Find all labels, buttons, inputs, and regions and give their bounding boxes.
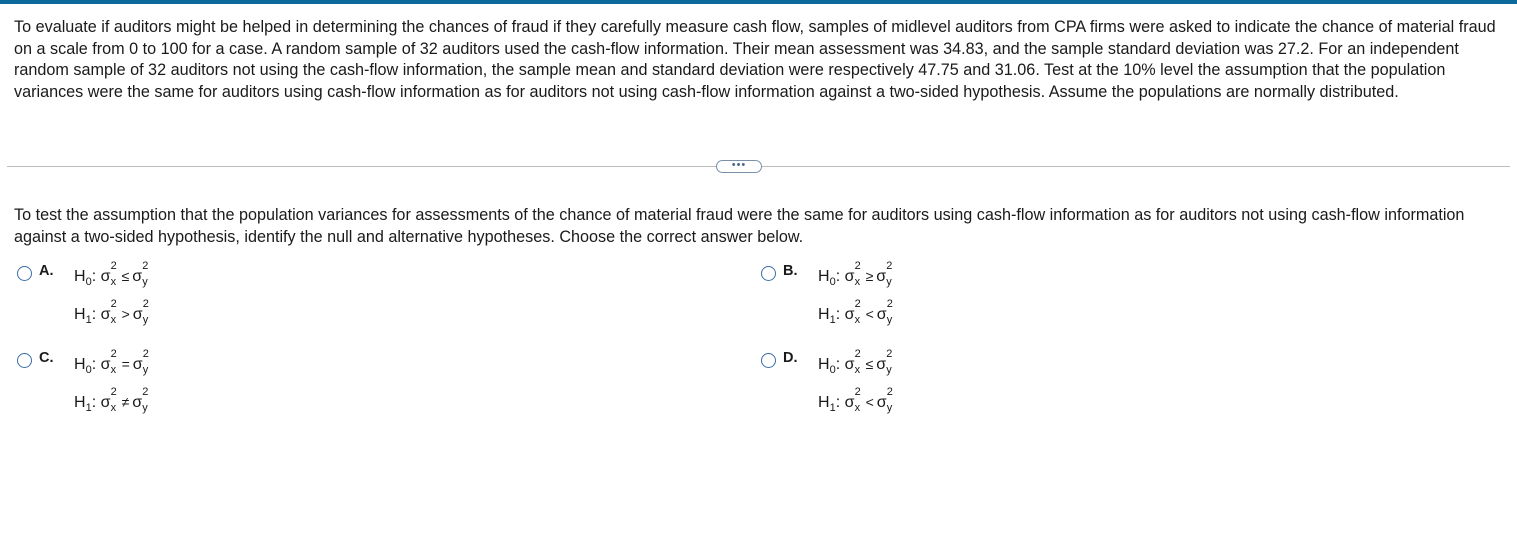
option-b[interactable] — [761, 262, 798, 281]
option-b-null-hypothesis: $H_0$: σ 2 x ≥ σ 2 y — [818, 260, 893, 288]
option-c[interactable] — [17, 349, 54, 368]
option-letter: B. — [783, 263, 798, 279]
option-c-null-hypothesis: $H_0$: σ 2 x = σ 2 y — [74, 348, 149, 376]
radio-button[interactable] — [761, 353, 776, 368]
prompt-text: To test the assumption that the population variances for assessments of the chance of material fraud were the same for auditors using cash-flow information as for auditors not using cash-flow information against a two-sided hypothesis, identify the null and alternative hypotheses. Choose the correct answer below. — [14, 206, 1465, 246]
option-d-alt-hypothesis: $H_1$: σ 2 x < σ 2 y — [818, 386, 893, 414]
option-c-alt-hypothesis: $H_1$: σ 2 x ≠ σ 2 y — [74, 386, 149, 414]
option-letter: D. — [783, 350, 798, 366]
top-accent-bar — [0, 0, 1517, 4]
option-a-null-hypothesis: $H_0$: σ 2 x ≤ σ 2 y — [74, 260, 149, 288]
question-text: To evaluate if auditors might be helped in determining the chances of fraud if they carefully measure cash flow, samples of midlevel auditors from CPA firms were asked to indicate the chance of material fraud on a scale from 0 to 100 for a case. A random sample of 32 auditors used the cash-flow information. Their mean assessment was 34.83, and the sample standard deviation was 27.2. For an independent random sample of 32 auditors not using the cash-flow information, the sample mean and standard deviation were respectively 47.75 and 31.06. Test at the 10% level the assumption that the population variances were the same for auditors using cash-flow information as for auditors not using cash-flow information against a two-sided hypothesis. Assume the populations are normally distributed. — [14, 18, 1496, 101]
radio-button[interactable] — [17, 353, 32, 368]
option-d-null-hypothesis: $H_0$: σ 2 x ≤ σ 2 y — [818, 348, 893, 376]
option-b-alt-hypothesis: $H_1$: σ 2 x < σ 2 y — [818, 298, 893, 326]
expand-button[interactable] — [716, 160, 762, 173]
option-a-alt-hypothesis: $H_1$: σ 2 x > σ 2 y — [74, 298, 149, 326]
option-letter: A. — [39, 263, 54, 279]
radio-button[interactable] — [761, 266, 776, 281]
option-a[interactable] — [17, 262, 54, 281]
radio-button[interactable] — [17, 266, 32, 281]
option-d[interactable] — [761, 349, 798, 368]
ellipsis-icon: ••• — [731, 158, 747, 171]
option-letter: C. — [39, 350, 54, 366]
